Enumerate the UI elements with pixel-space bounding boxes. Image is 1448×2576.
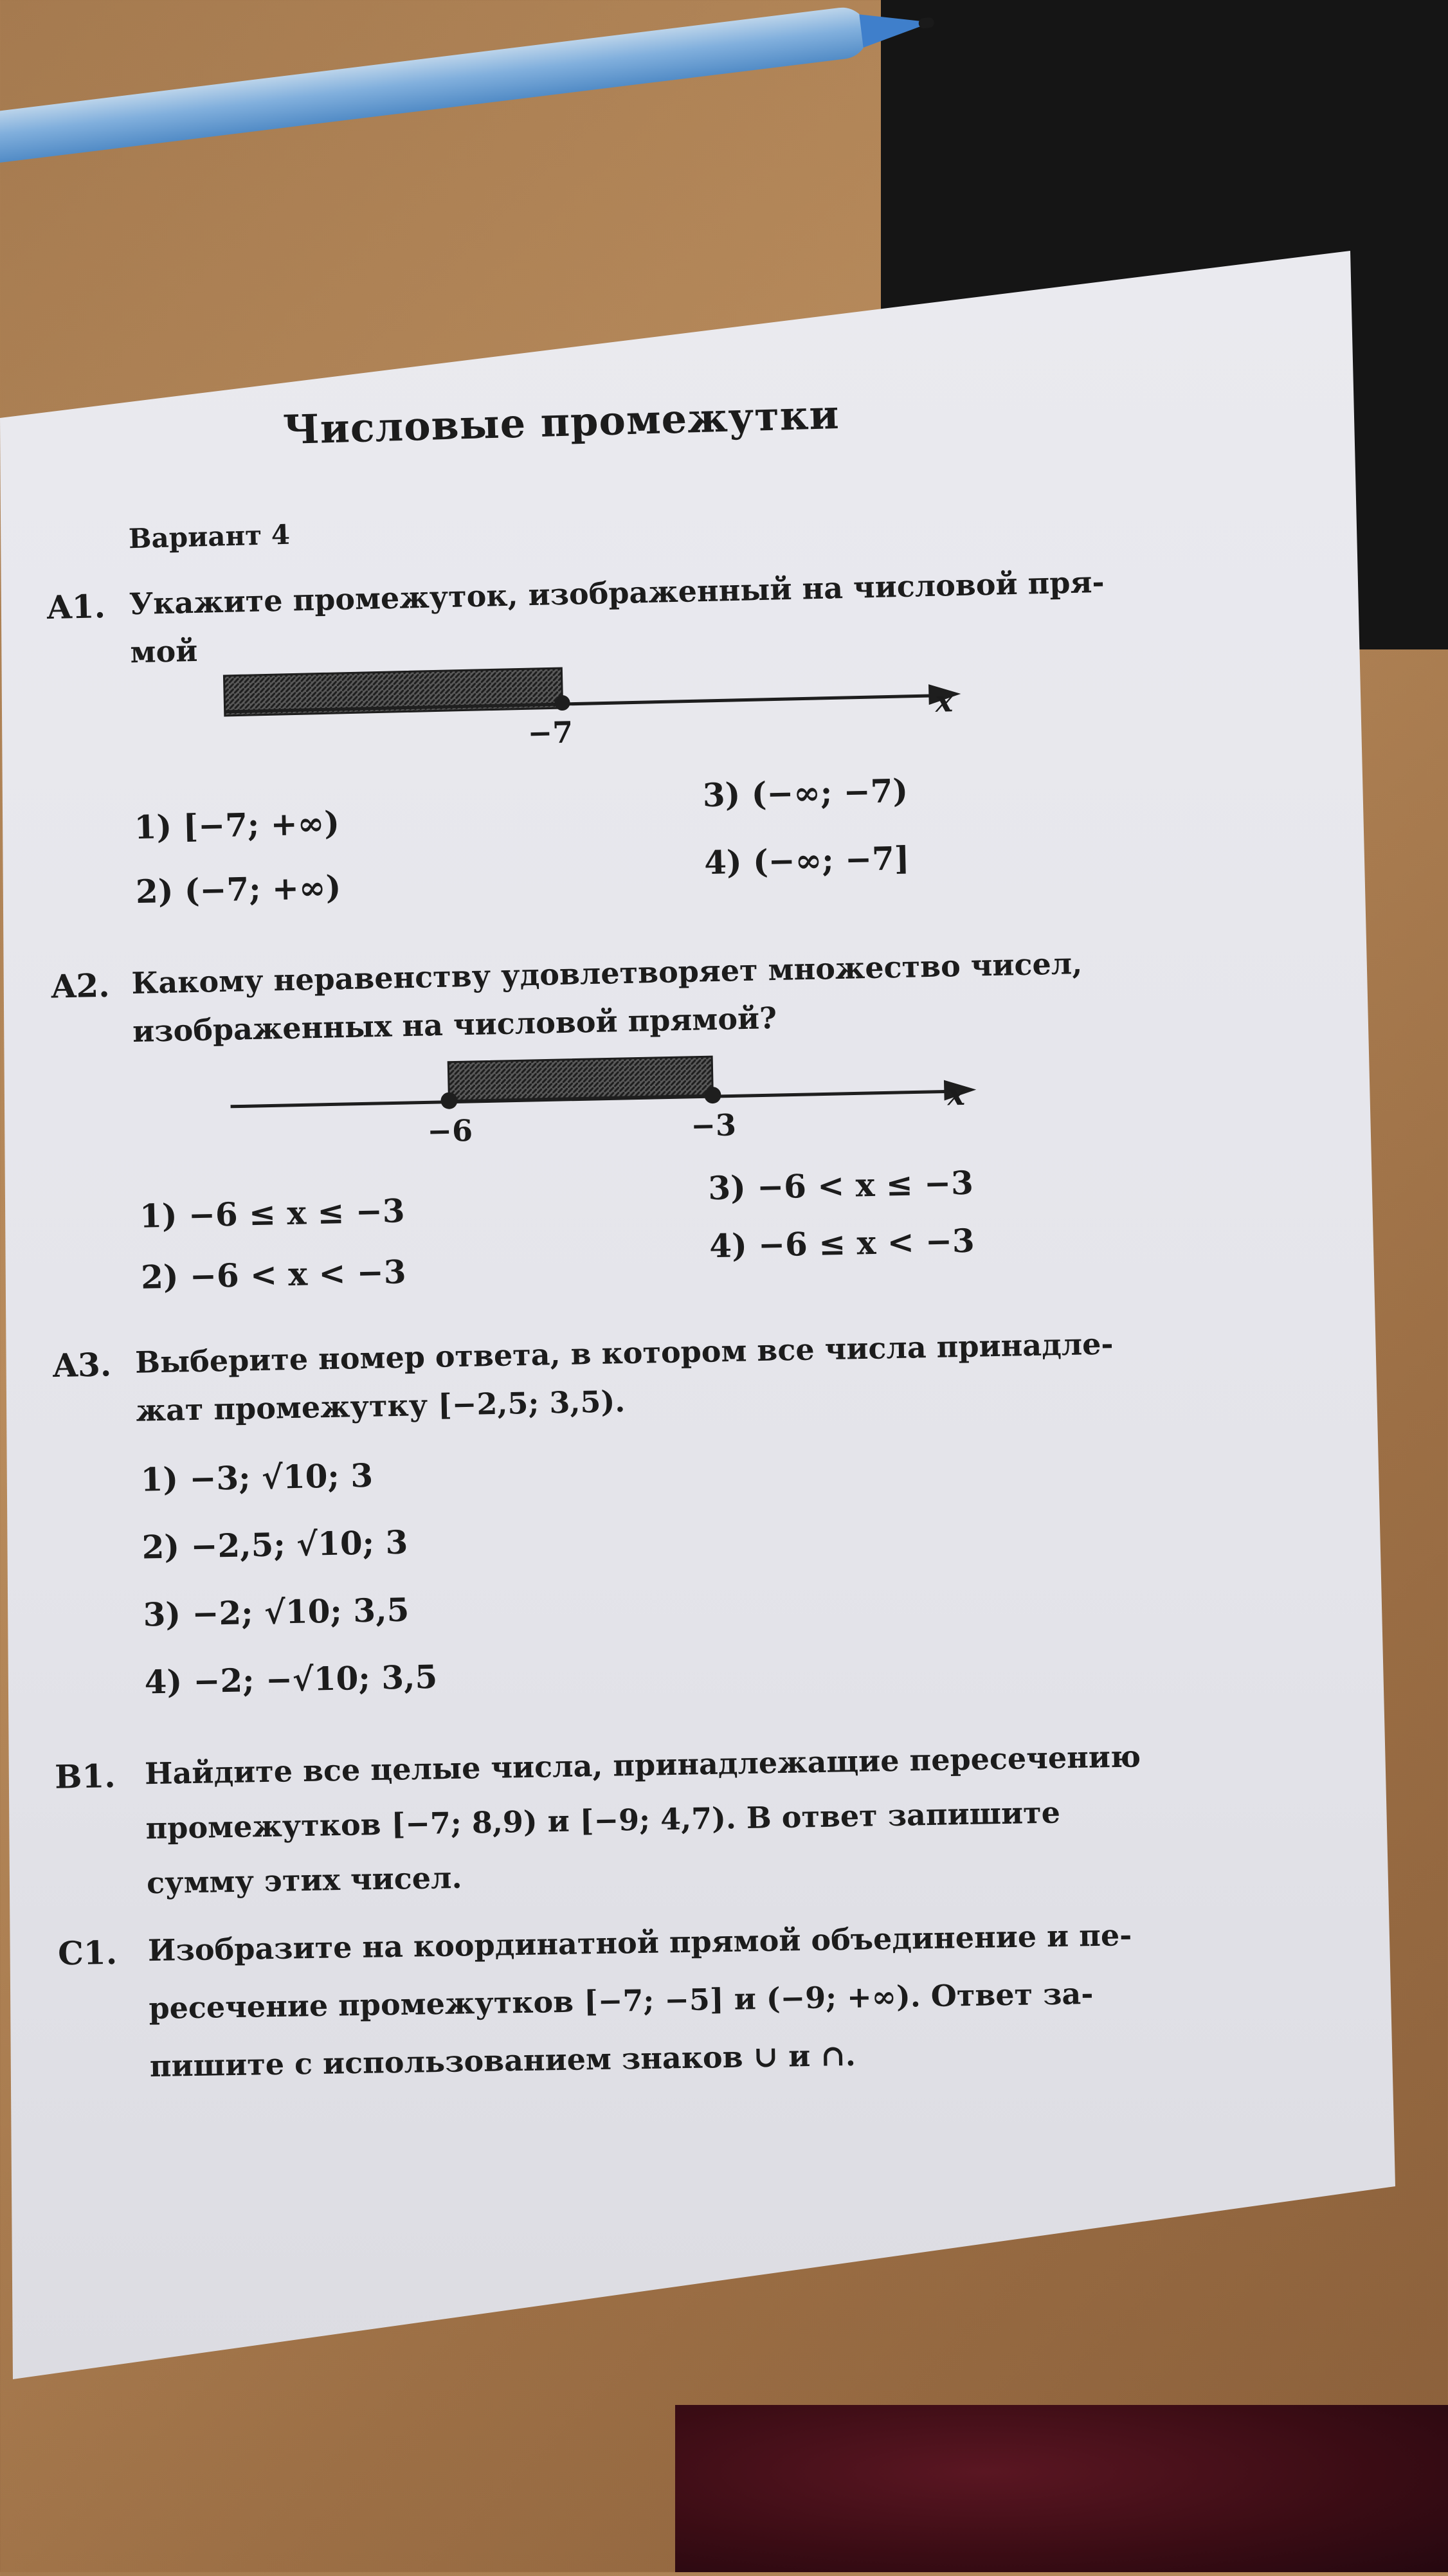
shaded-interval [448, 1057, 712, 1101]
answer-option: 4) (−∞; −7] [703, 839, 910, 882]
answer-option: 2) −6 < x < −3 [140, 1253, 407, 1296]
answer-option: 3) (−∞; −7) [702, 771, 909, 815]
question-text-line: мой [129, 633, 198, 670]
answer-option: 3) −2; √10; 3,5 [143, 1590, 410, 1634]
question-text-line: жат промежутку [−2,5; 3,5). [136, 1384, 626, 1428]
point-label: −7 [527, 714, 574, 751]
page-title: Числовые промежутки [282, 390, 840, 454]
answer-option: 4) −6 ≤ x < −3 [709, 1221, 975, 1265]
question-text-line: сумму этих чисел. [146, 1860, 462, 1901]
answer-option: 2) (−7; +∞) [135, 867, 341, 911]
answer-option: 2) −2,5; √10; 3 [141, 1523, 408, 1566]
answer-option: 4) −2; −√10; 3,5 [144, 1657, 438, 1701]
question-number: A2. [51, 966, 111, 1006]
question-text-line: пишите с использованием знаков ∪ и ∩. [149, 2037, 856, 2084]
question-number: A1. [46, 587, 106, 627]
axis-label: x [946, 1076, 966, 1112]
question-number: C1. [57, 1933, 118, 1973]
right-point-label: −3 [690, 1107, 737, 1143]
question-number: B1. [54, 1757, 116, 1796]
question-text-line: Выберите номер ответа, в котором все числа принадле- [134, 1326, 1114, 1380]
answer-option: 1) −3; √10; 3 [140, 1456, 374, 1499]
question-text-line: Найдите все целые числа, принадлежащие пересечению [144, 1739, 1141, 1791]
question-text-line: Какому неравенству удовлетворяет множество чисел, [131, 946, 1083, 1001]
axis-label: x [935, 684, 954, 719]
answer-option: 1) −6 ≤ x ≤ −3 [139, 1192, 406, 1235]
question-text-line: ресечение промежутков [−7; −5] и (−9; +∞). Ответ за- [149, 1976, 1094, 2026]
question-text-line: Укажите промежуток, изображенный на числовой пря- [129, 564, 1105, 622]
question-text-line: Изобразите на координатной прямой объединение и пе- [147, 1918, 1132, 1968]
answer-option: 1) [−7; +∞) [134, 803, 340, 847]
question-text-line: изображенных на числовой прямой? [132, 1000, 777, 1049]
variant-label: Вариант 4 [128, 518, 291, 555]
answer-option: 3) −6 < x ≤ −3 [707, 1163, 974, 1208]
question-text-line: промежутков [−7; 8,9) и [−9; 4,7). В ответ запишите [145, 1795, 1061, 1846]
left-point-label: −6 [426, 1112, 473, 1149]
question-number: A3. [52, 1345, 112, 1385]
